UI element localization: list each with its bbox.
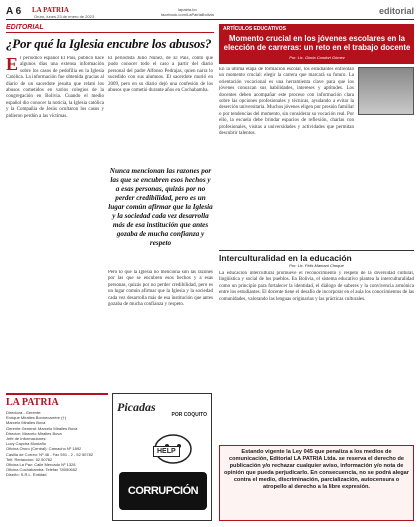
editorial-text-4: Pero lo que la Iglesia no menciona son las razones por las que se encubren esos hechos y a esas personas, quizás por no perder credibilidad, pero es un lugar común afirmar que la Iglesia y la sociedad cada vez desarrolla más de esa institución que antes gozaba de mucha confianza y respeto. xyxy=(108,270,213,308)
header-contact xyxy=(161,7,214,17)
article-body xyxy=(219,67,354,245)
cartoon-credit: POR COQUITO xyxy=(171,412,207,418)
legal-notice-text: Estando vigente la Ley 045 que penaliza a los medios de comunicación, Editorial LA PATRIA Ltda. se reserva el derecho de publicación y/o rechazar cualquier aviso, información y/o nota de opinión que pueda perjudicarlo. En consecuencia, no se podrá alegar contra el medio, discriminación, parcialización, autocensura o atropello al derecho a la libre expresión. xyxy=(224,449,409,490)
editorial-cartoon xyxy=(112,393,212,521)
intercultural-text: La educación intercultural promueve el reconocimiento y respeto de la diversidad cultural, lingüística y social de los pueblos. En Bolivia, el sistema educativo plantea la interculturalidad como un principio para fortalecer la identidad, el diálogo de saberes y la convivencia armónica entre los estudiantes. El docente tiene el desafío de incorporar en el aula los conocimientos de las comunidades, valorando las lenguas originarias y las prácticas culturales. xyxy=(219,271,414,302)
newspaper-logo: LA PATRIA xyxy=(32,6,69,14)
masthead-line: Gerente General: Marcelo Miralles Bova xyxy=(6,425,78,431)
masthead-line: Directora - Gerente: xyxy=(6,410,42,415)
masthead-box xyxy=(6,393,108,521)
website-link[interactable]: lapatria.bo xyxy=(178,7,197,12)
section-title: editorial xyxy=(378,6,414,16)
editorial-text-2: El periodista Julio Núñez, de El País, contó que pudo conocer todo el caso a partir del diario personal del padre Alfonso Pedrajas, quien narra lo sucedido con sus alumnos. El sacerdote murió en 2009, pero en su diario dejó una confesión de los abusos que cometió durante años en Cochabamba. xyxy=(108,56,213,94)
editorial-column-1 xyxy=(6,56,104,388)
editorial-headline: ¿Por qué la Iglesia encubre los abusos? xyxy=(6,36,212,51)
intercultural-body xyxy=(219,271,414,439)
masthead-line: Enrique Miralles Bonnecarrère (†) xyxy=(6,415,67,421)
editorial-column-2 xyxy=(108,56,213,164)
masthead-line: Marcelo Miralles Bova xyxy=(6,420,46,426)
legal-notice xyxy=(219,445,414,521)
editorial-tag: EDITORIAL xyxy=(6,24,214,33)
editorial-column-4 xyxy=(108,270,213,388)
intercultural-title: Interculturalidad en la educación xyxy=(219,250,414,263)
pull-quote: Nunca mencionan las razones por las que se encubren esos hechos y a esas personas, quizás por no perder credibilidad, pero es un lugar común afirmar que la Iglesia y la sociedad cada vez desarrolla más de esa institución que antes gozaba de mucha confianza y respeto xyxy=(108,167,213,247)
masthead-line: Director: Marcelo Miralles Bova xyxy=(6,430,62,436)
article-header xyxy=(219,24,414,64)
corruption-word: CORRUPCIÓN xyxy=(119,472,207,510)
masthead-line: Telf. Redacción: 52 50782 xyxy=(6,456,53,462)
intercultural-author: Por: Lic. Félix Mamani Choque xyxy=(289,263,344,268)
page-header xyxy=(6,6,414,20)
article-author: Por: Lic. Gloria Condori Gómez xyxy=(289,55,345,60)
masthead-line: Casilla de Correo: Nº 48 - Fax 591 - 2 - 52 50782 xyxy=(6,451,94,457)
author-photo xyxy=(358,67,414,115)
masthead-line: Oficina Cochabamba: Telefax 78050682 xyxy=(6,467,78,473)
drop-cap: E xyxy=(6,56,19,74)
masthead-lines xyxy=(6,410,108,478)
issue-date: Oruro, lunes 23 de enero de 2023 xyxy=(34,14,95,19)
masthead-line: Oficina Oruro (Central): Camacho Nº 1892 xyxy=(6,446,82,452)
masthead-line: Oficina La Paz: Calle Mercado Nº 1328 xyxy=(6,462,76,468)
help-sign: HELP xyxy=(153,446,180,457)
masthead-line: Jefe de Informaciones: xyxy=(6,436,47,442)
article-text: En la última etapa de formación escolar, los estudiantes enfrentan un momento crucial: elegir la carrera que marcará su futuro. La orientación vocacional es una herramienta clave para que los jóvenes conozcan sus habilidades, intereses y aptitudes. Los docentes deben acompañar este proceso con información clara sobre las opciones profesionales y técnicas, ayudando a evitar la deserción universitaria. Muchos jóvenes eligen por presión familiar o por tendencias del momento, sin considerar su vocación real. Por ello, la escuela debe brindar espacios de reflexión, charlas con profesionales, visitas a universidades y actividades que permitan descubrir talentos. xyxy=(219,67,354,137)
cartoon-title: Picadas xyxy=(117,400,156,414)
masthead-line: Diseño: S.R.L. Entidad xyxy=(6,472,47,478)
masthead-line: Lucy Capcha Montaño xyxy=(6,441,47,447)
page-number: A 6 xyxy=(6,6,22,17)
article-kicker: ARTÍCULOS EDUCATIVOS xyxy=(223,26,286,32)
masthead-title: LA PATRIA xyxy=(6,397,59,408)
editorial-text-1: l periódico español El País, publicó hace algunos días una extensa información sobre los casos de pedofilia en la Iglesia Católica. La información fue obtenida gracias al diario de un sacerdote jesuita que relató los abusos cometidos en varios colegios de la congregación en Bolivia. Cuando el medio español dio conocer la noticia, la Iglesia católica y la Compañía de Jesús ocultaron los casos y pidieron perdón a las víctimas. xyxy=(6,56,104,119)
article-title: Momento crucial en los jóvenes escolares en la elección de carreras: un reto en el trabajo docente xyxy=(223,34,411,52)
facebook-link[interactable]: facebook.com/LaPatriaBolivia xyxy=(161,12,214,17)
